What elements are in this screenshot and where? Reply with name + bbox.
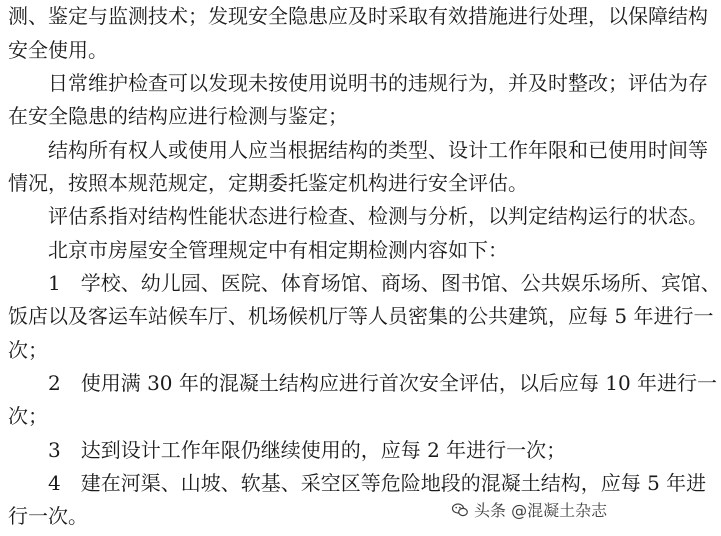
text-line: 北京市房屋安全管理规定中有相定期检测内容如下： xyxy=(48,238,508,262)
text-line: 4 建在河渠、山坡、软基、采空区等危险地段的混凝土结构，应每 5 年进 xyxy=(48,471,707,495)
text-line: 1 学校、幼儿园、医院、体育场馆、商场、图书馆、公共娱乐场所、宾馆、 xyxy=(48,271,721,295)
text-line: 次； xyxy=(8,404,48,428)
text-line: 2 使用满 30 年的混凝土结构应进行首次安全评估，以后应每 10 年进行一 xyxy=(48,371,718,395)
text-line: 3 达到设计工作年限仍继续使用的，应每 2 年进行一次； xyxy=(48,438,567,462)
text-line: 行一次。 xyxy=(8,504,88,528)
text-line: 情况，按照本规范规定，定期委托鉴定机构进行安全评估。 xyxy=(8,171,528,195)
text-line: 结构所有权人或使用人应当根据结构的类型、设计工作年限和已使用时间等 xyxy=(48,138,708,162)
watermark-text: 头条 @混凝土杂志 xyxy=(474,500,608,520)
text-line: 次； xyxy=(8,338,48,362)
text-line: 测、鉴定与监测技术；发现安全隐患应及时采取有效措施进行处理，以保障结构 xyxy=(8,4,708,28)
text-line: 饭店以及客运车站候车厅、机场候机厅等人员密集的公共建筑，应每 5 年进行一 xyxy=(8,304,714,328)
wechat-icon xyxy=(452,502,468,516)
watermark xyxy=(452,494,607,524)
text-line: 日常维护检查可以发现未按使用说明书的违规行为，并及时整改；评估为存 xyxy=(48,71,708,95)
text-line: 在安全隐患的结构应进行检测与鉴定； xyxy=(8,104,348,128)
text-line: 安全使用。 xyxy=(8,38,108,62)
text-line: 评估系指对结构性能状态进行检查、检测与分析，以判定结构运行的状态。 xyxy=(48,204,708,228)
